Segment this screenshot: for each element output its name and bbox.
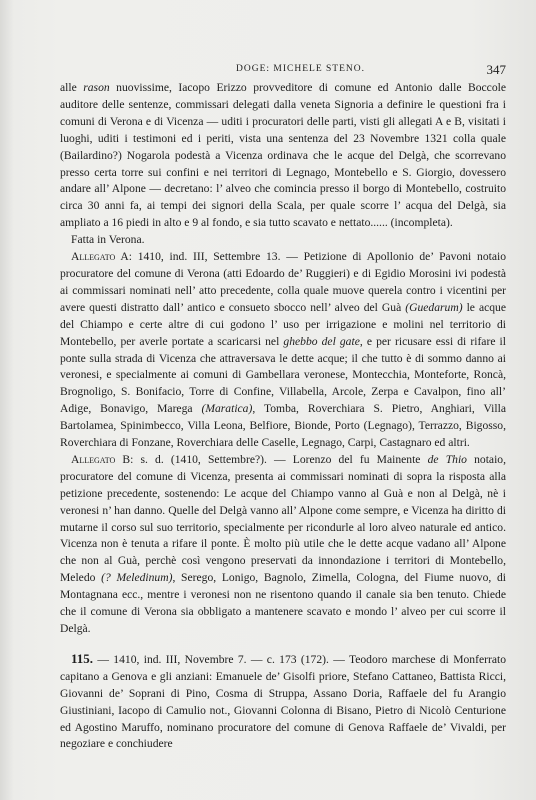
text-run: , e per ricusare essi di rifare il ponte sulla strada di Vicenza che attraversava le dette acque; il che tutto è di sommo danno ai veronesi, e specialmente ai comuni di Gambellara veronese, Montecchia, Monteforte, Roncà, Brognoligo, S. Bonifacio, Torre di Confine, Villabella, Arcole, Zerpa e Cavalpon, fino all’ Adige, Bonavigo, Marega [60, 334, 506, 416]
running-head: DOGE: MICHELE STENO. [236, 64, 365, 74]
entry-number: 115. [71, 650, 94, 666]
paragraph-allegato-a [60, 249, 506, 452]
paragraph-decree [60, 80, 506, 232]
italic-run: (? Meledinum) [101, 571, 173, 585]
italic-run: de Thio [427, 452, 467, 466]
page-header [60, 62, 506, 80]
entry-115 [60, 651, 506, 753]
text-run: alle [60, 81, 84, 94]
entry-separator [60, 638, 506, 651]
text-run: B: s. d. (1410, Settembre?). — Lorenzo del fu Mainente [115, 452, 428, 466]
body-text [60, 80, 506, 753]
text-run: le acque del Chiampo e certe altre di cui godono l’ uso per irrigazione e molini nel territorio di Montebello, per averle portate a scaricarsi nel [60, 300, 506, 348]
page-number: 347 [486, 62, 506, 77]
italic-run: rason [83, 81, 110, 94]
text-run: , Serego, Lonigo, Bagnolo, Zimella, Cologna, del Fiume nuovo, di Montagnana ecc., mentre i veronesi non ne risentono quando il canale sia ben tenuto. Chiede che il comune di Verona sia obbligato a mantenere scavato e mondo l’ alveo per cui scorre il Delgà. [60, 571, 506, 635]
text-run: nuovissime, Iacopo Erizzo provveditore di comune ed Antonio dalle Boccole auditore delle sentenze, commissari delegati dalla veneta Signoria a definire le questioni fra i comuni di Verona e di Vicenza — uditi i procuratori delle parti, visti gli allegati A e B, visitati i luoghi, uditi i testimoni ed i periti, vista una sentenza del 23 Novembre 1321 colla quale (Bailardino?) Nogarola podestà a Vicenza ordinava che le acque del Delgà, che scorrevano presso certa torre sui confini e nei territori di Legnago, Montebello e S. Giorgio, dovessero andare all’ Alpone — decretano: l’ alveo che comincia presso il borgo di Montebello, costruito circa 30 anni fa, ai tempi dei signori della Scala, per quale scorre l’ acqua del Delgà, sia ampliato a 16 piedi in alto e 9 al fondo, e sia tutto scavato e nettato...... (incompleta). [60, 81, 506, 230]
text-run: notaio, procuratore del comune di Vicenza, presenta ai commissari nominati di sopra la risposta alla petizione precedente, sostenendo: Le acque del Chiampo vanno al Guà e non al Delgà, nè i veronesi n’ han danno. Quelle del Delgà vanno all’ Alpone come sempre, e Vicenza ha diritto di mutarne il corso sul suo territorio, specialmente per ricondurle al loro alveo naturale ed antico. Vicenza non è tenuta a rifare il ponte. È molto più utile che le dette acque vadano all’ Alpone che non al Guà, perchè così vengono preservati da innondazione i territori di Montebello, Meledo [60, 452, 506, 585]
text-run: , Tomba, Roverchiara S. Pietro, Anghiari, Villa Bartolamea, Spinimbecco, Villa Leona, Belfiore, Bionde, Porto (Legnago), Terrazzo, Bigosso, Roverchiara di Fonzane, Roverchiara delle Caselle, Legnago, Carpi, Castagnaro ed altri. [60, 402, 506, 450]
text-run: A: 1410, ind. III, Settembre 13. — Petizione di Apollonio de’ Pavoni notaio procuratore del comune di Verona (atti Edoardo de’ Ruggieri) e di Egidio Morosini ivi podestà ai commissari nominati nell’ atto precedente, colla quale muove querela contro i vicentini per avere questi distratto dall’ antico e consueto sbocco nell’ alveo del Guà [60, 250, 506, 314]
allegato-label: Allegato [71, 452, 116, 466]
italic-run: (Maratica) [201, 402, 253, 416]
paragraph-place: Fatta in Verona. [71, 233, 145, 247]
text-run: — 1410, ind. III, Novembre 7. — c. 173 (172). — Teodoro marchese di Monferrato capitano a Genova e gli anziani: Emanuele de’ Gisolfi priore, Stefano Cattaneo, Battista Ricci, Giovanni de’ Soprani di Pino, Cosma di Struppa, Assano Doria, Raffaele del fu Arangio Giustiniani, Iacopo di Camulio not., Giovanni Colonna di Bisano, Pietro di Nicolò Centurione ed Agostino Maruffo, nominano procuratore del comune di Genova Raffaele de’ Vivaldi, per negoziare e conchiudere [60, 652, 506, 751]
allegato-label: Allegato [71, 250, 116, 264]
italic-run: ghebbo del gate [283, 334, 360, 348]
italic-run: (Guedarum) [405, 300, 463, 314]
paragraph-allegato-b [60, 452, 506, 638]
